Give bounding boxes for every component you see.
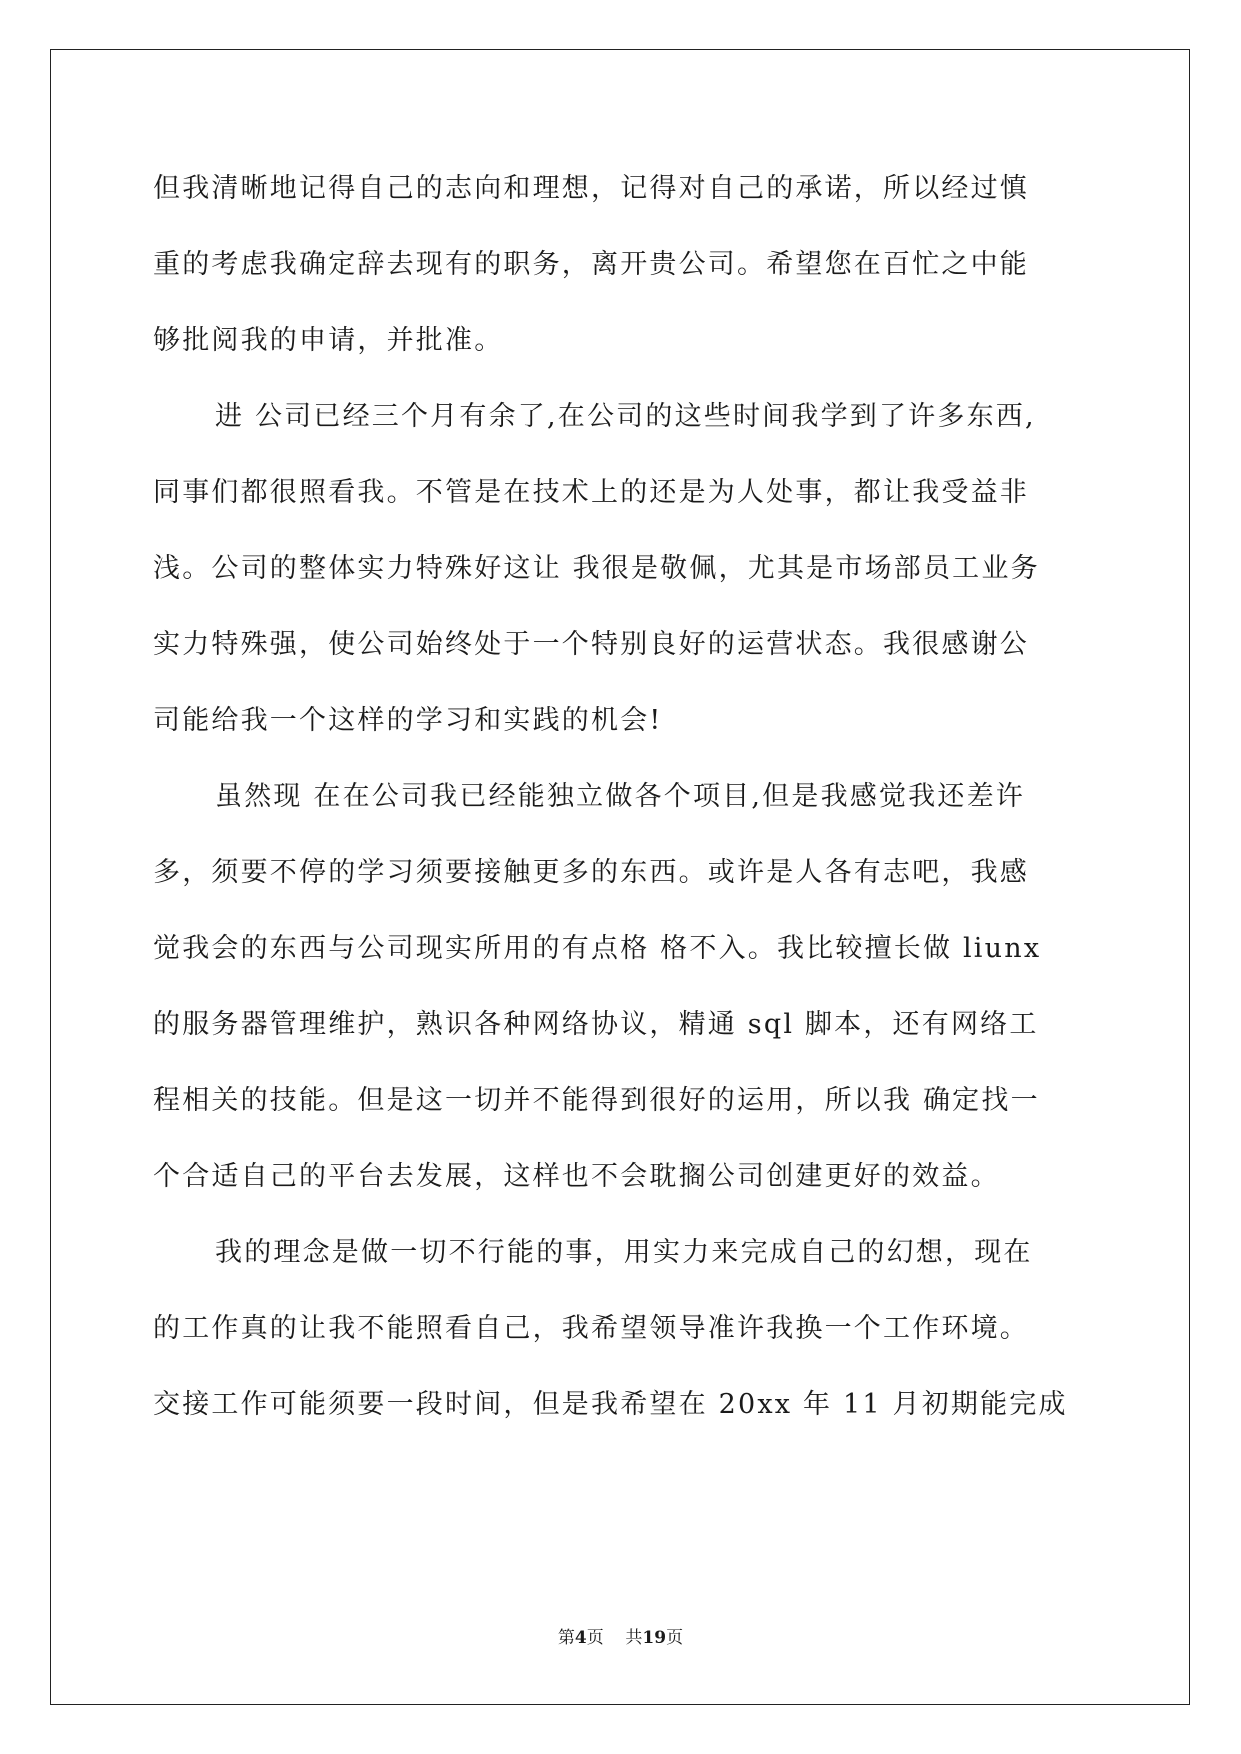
- paragraph-3-line-3: 觉我会的东西与公司现实所用的有点格 格不入。我比较擅长做 liunx: [153, 933, 1042, 964]
- paragraph-4-line-1: 我的理念是做一切不行能的事，用实力来完成自己的幻想，现在: [215, 1237, 1033, 1268]
- total-prefix: 共: [625, 1628, 643, 1648]
- paragraph-2-line-2: 同事们都很照看我。不管是在技术上的还是为人处事，都让我受益非: [153, 477, 1029, 508]
- paragraph-1-line-1: 但我清晰地记得自己的志向和理想，记得对自己的承诺，所以经过慎: [153, 173, 1029, 204]
- total-suffix: 页: [666, 1628, 684, 1648]
- paragraph-3-line-5: 程相关的技能。但是这一切并不能得到很好的运用，所以我 确定找一: [153, 1085, 1040, 1116]
- paragraph-3-line-4: 的服务器管理维护，熟识各种网络协议，精通 sql 脚本，还有网络工: [153, 1009, 1039, 1040]
- paragraph-4-line-3: 交接工作可能须要一段时间，但是我希望在 20xx 年 11 月初期能完成: [153, 1389, 1068, 1420]
- paragraph-1-line-3: 够批阅我的申请，并批准。: [153, 325, 504, 356]
- paragraph-2-line-5: 司能给我一个这样的学习和实践的机会!: [153, 705, 663, 736]
- paragraph-4-line-2: 的工作真的让我不能照看自己，我希望领导准许我换一个工作环境。: [153, 1313, 1029, 1344]
- page-prefix: 第: [557, 1628, 575, 1648]
- paragraph-2-line-3: 浅。公司的整体实力特殊好这让 我很是敬佩，尤其是市场部员工业务: [153, 553, 1040, 584]
- paragraph-3-line-1: 虽然现 在在公司我已经能独立做各个项目,但是我感觉我还差许: [215, 781, 1025, 812]
- page-footer: [0, 1623, 1241, 1648]
- paragraph-2-line-4: 实力特殊强，使公司始终处于一个特别良好的运营状态。我很感谢公: [153, 629, 1029, 660]
- paragraph-2-line-1: 进 公司已经三个月有余了,在公司的这些时间我学到了许多东西,: [215, 401, 1036, 432]
- paragraph-1-line-2: 重的考虑我确定辞去现有的职务，离开贵公司。希望您在百忙之中能: [153, 249, 1029, 280]
- page-suffix: 页: [586, 1628, 604, 1648]
- paragraph-3-line-2: 多，须要不停的学习须要接触更多的东西。或许是人各有志吧，我感: [153, 857, 1029, 888]
- paragraph-3-line-6: 个合适自己的平台去发展，这样也不会耽搁公司创建更好的效益。: [153, 1161, 1000, 1192]
- page-number: 4: [574, 1628, 587, 1648]
- total-pages: 19: [642, 1628, 667, 1648]
- document-body: [153, 159, 1093, 1451]
